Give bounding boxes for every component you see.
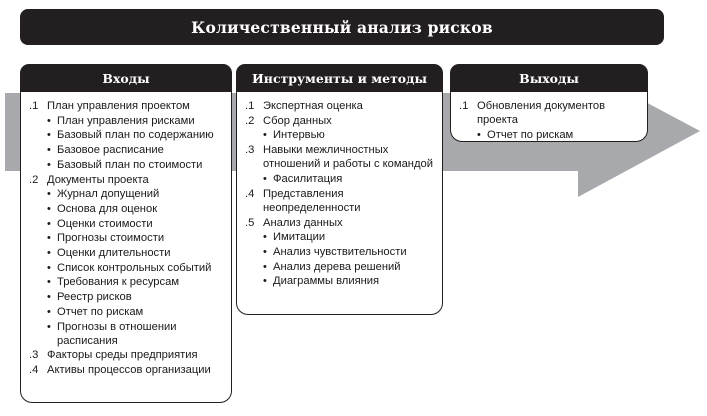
item-label: Сбор данных [263, 114, 332, 127]
bullet-icon: • [47, 158, 51, 171]
list-item [459, 128, 641, 142]
item-label: Оценки стоимости [57, 217, 153, 230]
column-inputs-body [20, 91, 232, 403]
item-label: Прогнозы в отношении расписания [57, 320, 177, 347]
sublist [245, 230, 436, 288]
list-item [29, 99, 225, 113]
column-outputs-body [450, 91, 648, 142]
bullet-icon: • [47, 291, 51, 304]
column-tools-header [236, 64, 443, 92]
tools-list [245, 99, 436, 289]
item-number: .3 [245, 144, 255, 157]
list-item [29, 275, 225, 289]
bullet-icon: • [263, 173, 267, 186]
item-label: Реестр рисков [57, 291, 132, 304]
column-outputs [450, 64, 648, 142]
item-label: Требования к ресурсам [57, 276, 180, 289]
item-label: Прогнозы стоимости [57, 232, 165, 245]
item-number: .5 [245, 216, 255, 229]
bullet-icon: • [263, 129, 267, 142]
column-inputs-header-label: Входы [102, 70, 150, 86]
bullet-icon: • [47, 261, 51, 274]
sublist [459, 128, 641, 142]
column-tools-body [236, 91, 443, 315]
item-number: .1 [459, 100, 469, 112]
column-inputs [20, 64, 232, 403]
item-label: План управления проектом [47, 100, 190, 112]
item-label: Фасилитация [273, 173, 343, 186]
item-label: Анализ данных [263, 216, 343, 229]
list-item [245, 216, 436, 230]
item-label: Анализ чувствительности [273, 246, 407, 259]
bullet-icon: • [47, 188, 51, 201]
item-label: Экспертная оценка [263, 100, 363, 112]
list-item [245, 274, 436, 288]
item-label: Документы проекта [47, 173, 149, 186]
list-item [245, 128, 436, 142]
list-item [29, 231, 225, 245]
item-label: Базовый план по стоимости [57, 158, 203, 171]
list-item [245, 172, 436, 186]
list-item [29, 348, 225, 362]
list-item [245, 245, 436, 259]
list-item [29, 217, 225, 231]
item-label: Журнал допущений [57, 188, 160, 201]
bullet-icon: • [47, 114, 51, 127]
item-label: Базовое расписание [57, 144, 164, 157]
list-item [29, 363, 225, 377]
column-tools-and-techniques [236, 64, 443, 315]
list-item [29, 261, 225, 275]
item-number: .1 [245, 100, 255, 112]
bullet-icon: • [47, 320, 51, 333]
item-number: .4 [245, 187, 255, 200]
item-label: Активы процессов организации [47, 364, 211, 377]
list-item [29, 246, 225, 260]
item-number: .4 [29, 364, 39, 377]
bullet-icon: • [47, 144, 51, 157]
item-label: Факторы среды предприятия [47, 349, 198, 362]
list-item [29, 143, 225, 157]
list-item [29, 202, 225, 216]
list-item [245, 260, 436, 274]
sublist [29, 187, 225, 348]
bullet-icon: • [263, 260, 267, 273]
list-item [29, 187, 225, 201]
outputs-list [459, 99, 641, 142]
sublist [245, 128, 436, 142]
bullet-icon: • [47, 305, 51, 318]
diagram-title-bar [20, 9, 664, 45]
item-label: Представления неопределенности [263, 187, 361, 214]
list-item [29, 158, 225, 172]
list-item [29, 128, 225, 142]
list-item [29, 320, 225, 348]
column-inputs-header [20, 64, 232, 92]
item-label: Навыки межличностных отношений и работы с командой [263, 144, 433, 171]
list-item [245, 187, 436, 215]
column-outputs-header [450, 64, 648, 92]
item-label: План управления рисками [57, 114, 195, 127]
item-label: Основа для оценок [57, 202, 158, 215]
bullet-icon: • [47, 202, 51, 215]
item-label: Диаграммы влияния [273, 275, 380, 288]
bullet-icon: • [263, 231, 267, 244]
sublist [245, 172, 436, 186]
bullet-icon: • [263, 275, 267, 288]
item-label: Имитации [273, 231, 326, 244]
column-tools-header-label: Инструменты и методы [251, 70, 428, 86]
item-number: .1 [29, 100, 39, 112]
list-item [245, 99, 436, 113]
bullet-icon: • [47, 232, 51, 245]
inputs-list [29, 99, 225, 377]
item-number: .2 [29, 173, 39, 186]
page-title: Количественный анализ рисков [191, 17, 493, 37]
item-label: Анализ дерева решений [273, 260, 401, 273]
item-label: Отчет по рискам [487, 128, 574, 141]
item-number: .3 [29, 349, 39, 362]
bullet-icon: • [47, 276, 51, 289]
list-item [29, 173, 225, 187]
item-number: .2 [245, 114, 255, 127]
item-label: Обновления документов проекта [477, 100, 606, 127]
list-item [29, 290, 225, 304]
list-item [29, 305, 225, 319]
item-label: Оценки длительности [57, 247, 171, 260]
bullet-icon: • [263, 246, 267, 259]
item-label: Список контрольных событий [57, 261, 212, 274]
list-item [245, 230, 436, 244]
bullet-icon: • [477, 128, 481, 141]
bullet-icon: • [47, 129, 51, 142]
list-item [245, 114, 436, 128]
item-label: Отчет по рискам [57, 305, 144, 318]
item-label: Базовый план по содержанию [57, 129, 214, 142]
list-item [29, 114, 225, 128]
list-item [245, 143, 436, 171]
list-item [459, 99, 641, 127]
item-label: Интервью [273, 129, 325, 142]
sublist [29, 114, 225, 172]
bullet-icon: • [47, 217, 51, 230]
bullet-icon: • [47, 247, 51, 260]
column-outputs-header-label: Выходы [519, 70, 579, 86]
